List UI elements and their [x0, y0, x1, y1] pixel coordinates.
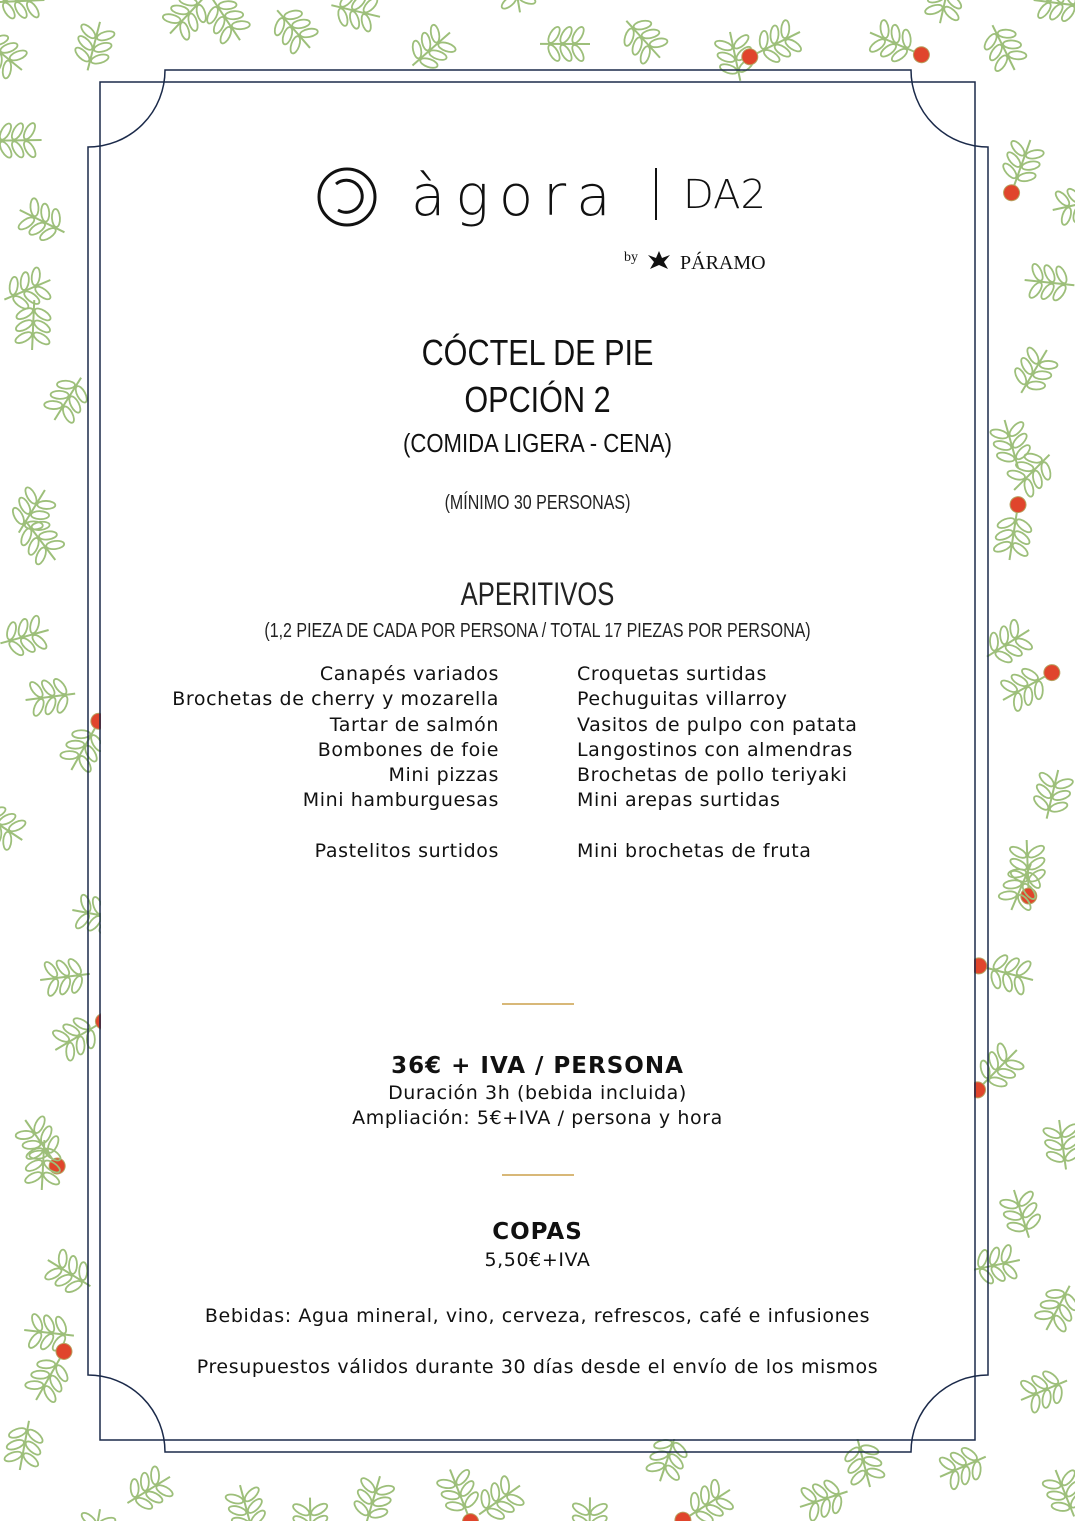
paramo-flower-icon [646, 249, 672, 273]
minimum-guests: (MÍNIMO 30 PERSONAS) [444, 492, 631, 514]
copas-heading: COPAS [492, 1219, 583, 1245]
duration-text: Duración 3h (bebida incluida) [388, 1082, 687, 1104]
dessert-item: Pastelitos surtidos [314, 839, 499, 862]
menu-title: CÓCTEL DE PIE [421, 332, 654, 373]
list-item: Mini hamburguesas [302, 789, 499, 812]
list-item: Canapés variados [319, 663, 499, 685]
list-item: Croquetas surtidas [577, 663, 767, 685]
list-item: Brochetas de pollo teriyaki [577, 764, 848, 787]
menu-subtitle: (COMIDA LIGERA - CENA) [403, 428, 672, 458]
by-label: by [624, 250, 638, 265]
menu-option: OPCIÓN 2 [464, 379, 611, 420]
list-item: Brochetas de cherry y mozarella [172, 688, 499, 711]
list-item: Bombones de foie [317, 738, 499, 761]
list-item: Tartar de salmón [329, 713, 499, 736]
agora-circle-icon [316, 166, 378, 228]
list-item: Langostinos con almendras [577, 738, 853, 761]
validity-note: Presupuestos válidos durante 30 días desde el envío de los mismos [196, 1356, 879, 1378]
appetizer-list-left [172, 662, 499, 864]
agora-logo [316, 160, 766, 250]
logo-wordmark: àgora [411, 164, 621, 229]
extension-text: Ampliación: 5€+IVA / persona y hora [352, 1107, 723, 1129]
list-item: Vasitos de pulpo con patata [577, 713, 858, 736]
gold-divider [502, 1174, 574, 1176]
list-item: Mini pizzas [388, 764, 499, 787]
section-heading-aperitivos: APERITIVOS [460, 576, 615, 612]
list-item: Pechuguitas villarroy [577, 688, 788, 711]
copas-price: 5,50€+IVA [484, 1249, 591, 1271]
price-per-person: 36€ + IVA / PERSONA [391, 1053, 684, 1079]
logo-divider [655, 168, 657, 220]
venue-name: DA2 [683, 172, 766, 218]
gold-divider [502, 1003, 574, 1005]
drinks-note: Bebidas: Agua mineral, vino, cerveza, refrescos, café e infusiones [204, 1305, 871, 1327]
dessert-item: Mini brochetas de fruta [577, 839, 812, 862]
partner-name: PÁRAMO [680, 252, 766, 274]
appetizer-list-right [577, 662, 858, 864]
list-item: Mini arepas surtidas [577, 789, 781, 812]
section-subheading: (1,2 PIEZA DE CADA POR PERSONA / TOTAL 17 PIEZAS POR PERSONA) [264, 620, 811, 642]
